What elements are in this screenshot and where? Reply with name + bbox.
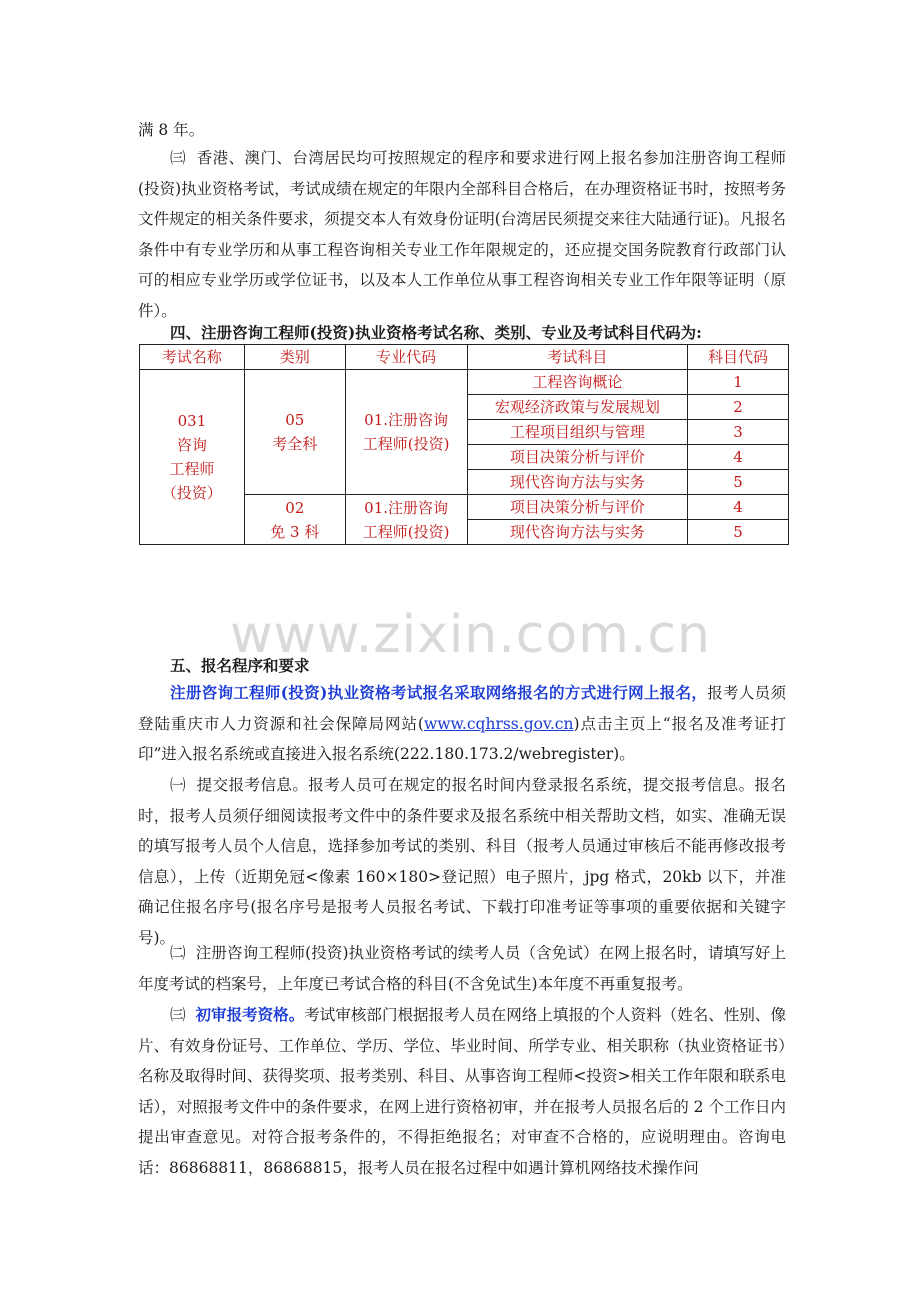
subject-cell: 项目决策分析与评价 (467, 495, 688, 520)
subject-code-cell: 1 (688, 370, 789, 395)
exam-name-line: 031 (177, 412, 207, 430)
paragraph-3-marker: ㈢ (170, 149, 186, 167)
major-line: 工程师(投资) (362, 435, 450, 453)
section4-title: 四、注册咨询工程师(投资)执业资格考试名称、类别、专业及考试科目代码为: (170, 323, 702, 342)
section5-highlight: 注册咨询工程师(投资)执业资格考试报名采取网络报名的方式进行网上报名， (170, 683, 708, 702)
exam-name-line: （投资） (161, 484, 222, 502)
item-3 (138, 1000, 786, 1183)
subject-code-cell: 5 (688, 520, 789, 545)
subject-cell: 工程项目组织与管理 (467, 420, 688, 445)
subject-cell: 项目决策分析与评价 (467, 445, 688, 470)
section5-title: 五、报名程序和要求 (170, 656, 310, 675)
category-cell (244, 370, 345, 495)
category-line: 05 (285, 411, 305, 429)
paragraph-3 (138, 143, 786, 326)
intro-tail: 满 8 年。 (138, 121, 205, 139)
exam-name-line: 工程师 (169, 460, 215, 478)
paragraph-3-text: 香港、澳门、台湾居民均可按照规定的程序和要求进行网上报名参加注册咨询工程师(投资)执业资格考试，考试成绩在规定的年限内全部科目合格后，在办理资格证书时，按照考务文件规定的相关条件要求，须提交本人有效身份证明(台湾居民须提交来往大陆通行证)。凡报名条件中有专业学历和从事工程咨询相关专业工作年限规定的，还应提交国务院教育行政部门认可的相应专业学历或学位证书，以及本人工作单位从事工程咨询相关专业工作年限等证明（原件）。 (138, 149, 786, 320)
header-subject: 考试科目 (467, 345, 688, 370)
subject-code-cell: 3 (688, 420, 789, 445)
subject-cell: 现代咨询方法与实务 (467, 520, 688, 545)
subject-cell: 宏观经济政策与发展规划 (467, 395, 688, 420)
exam-table (139, 344, 789, 545)
major-line: 工程师(投资) (362, 522, 450, 541)
watermark: www.zixin.com.cn (230, 605, 711, 665)
major-code-cell (345, 370, 467, 495)
website-link[interactable]: www.cqhrss.gov.cn (423, 714, 574, 733)
major-line: 01.注册咨询 (364, 498, 449, 517)
section5-text2: )点击主页上“报名及准考证打印”进入报名系统或直接进入报名系统(222.180.173.2/webregister)。 (138, 714, 786, 763)
category-cell (244, 495, 345, 545)
category-line: 免 3 科 (270, 522, 320, 541)
category-line: 02 (285, 498, 305, 517)
item-1-text: 提交报考信息。报考人员可在规定的报名时间内登录报名系统，提交报考信息。报名时，报考人员须仔细阅读报考文件中的条件要求及报名系统中相关帮助文档，如实、准确无误的填写报考人员个人信息，选择参加考试的类别、科目（报考人员通过审核后不能再修改报考信息），上传（近期免冠<像素 160×180>登记照）电子照片，jpg 格式，20kb 以下，并准确记住报名序号(报名序号是报考人员报名考试、下载打印准考证等事项的重要依据和关键字号)。 (138, 776, 786, 947)
table-header-row (140, 345, 789, 370)
section5-text1: 报考人员须登陆重庆市人力资源和社会保障局网站( (138, 684, 786, 733)
item-2-text: 注册咨询工程师(投资)执业资格考试的续考人员（含免试）在网上报名时，请填写好上年度考试的档案号，上年度已考试合格的科目(不含免试生)本年度不再重复报考。 (138, 944, 786, 993)
item-2-marker: ㈡ (170, 944, 186, 962)
subject-code-cell: 4 (688, 445, 789, 470)
subject-code-cell: 4 (688, 495, 789, 520)
item-3-highlight: 初审报考资格。 (195, 1005, 305, 1024)
exam-name-line: 咨询 (176, 436, 207, 454)
header-major-code: 专业代码 (345, 345, 467, 370)
item-3-marker: ㈢ (170, 1006, 186, 1024)
subject-code-cell: 5 (688, 470, 789, 495)
subject-code-cell: 2 (688, 395, 789, 420)
subject-cell: 现代咨询方法与实务 (467, 470, 688, 495)
category-line: 考全科 (272, 435, 318, 453)
header-subject-code: 科目代码 (688, 345, 789, 370)
subject-cell: 工程咨询概论 (467, 370, 688, 395)
section5-lead (138, 678, 786, 770)
table-row (140, 370, 789, 395)
exam-name-cell (140, 370, 245, 545)
major-line: 01.注册咨询 (364, 411, 449, 429)
header-category: 类别 (244, 345, 345, 370)
item-3-text: 考试审核部门根据报考人员在网络上填报的个人资料（姓名、性别、像片、有效身份证号、工作单位、学历、学位、毕业时间、所学专业、相关职称（执业资格证书）名称及取得时间、获得奖项、报考类别、科目、从事咨询工程师<投资>相关工作年限和联系电话），对照报考文件中的条件要求，在网上进行资格初审，并在报考人员报名后的 2 个工作日内提出审查意见。对符合报考条件的，不得拒绝报名；对审查不合格的，应说明理由。咨询电话：86868811，86868815，报考人员在报名过程中如遇计算机网络技术操作问 (138, 1006, 786, 1177)
major-code-cell (345, 495, 467, 545)
item-2 (138, 938, 786, 999)
header-exam-name: 考试名称 (140, 345, 245, 370)
item-1 (138, 770, 786, 953)
item-1-marker: ㈠ (170, 776, 186, 794)
